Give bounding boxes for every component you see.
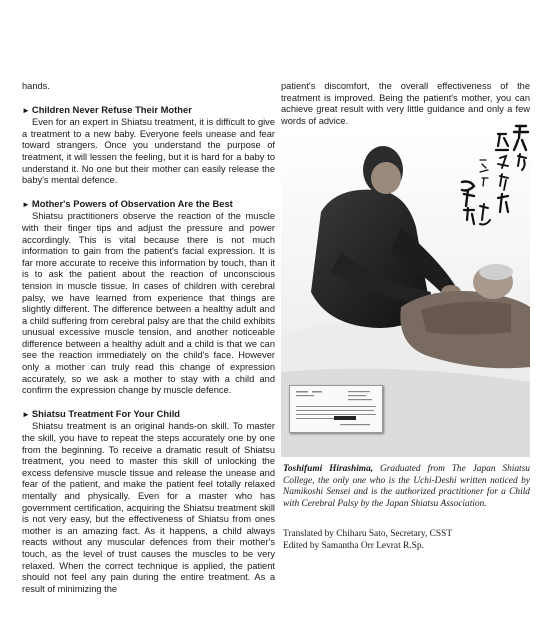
continuation-text: patient's discomfort, the overall effectiveness of the treatment is improved. Being the patient's mother, you can achieve great result with very little guidance and only a few words of advice. [281, 81, 530, 126]
translator-credit: Translated by Chiharu Sato, Secretary, CSST [283, 529, 453, 539]
section-heading-3: ► Shiatsu Treatment For Your Child [22, 407, 181, 419]
section-2-paragraph: Shiatsu practitioners observe the reaction of the muscle with their finger tips and adjust the pressure and power accordingly. This is vital because there is not much information to gain from the patient's facial expression. It is far more accurate to receive this information by touch, than it is to ask the patient about the reaction of unconscious tension in muscle tissue. In cases of children with cerebral palsy, we have learned from experience that things are slightly different. The difference between a healthy adult and a child suffering from cerebral palsy are that the child exhibits unusual excessive muscle tension, and another noticeable difference between a healthy adult and a child is that we can see the reaction immediately on the child's face. However only a mother can truly read this change of expression accurately, so we ask a mother to stay with a child and confirm the expression change by muscle defence. [22, 211, 275, 396]
left-column [22, 81, 275, 595]
certificate-document [289, 385, 383, 433]
triangle-bullet-icon: ► [22, 199, 30, 209]
credits [283, 529, 530, 552]
photo-caption [283, 464, 530, 510]
section-1-paragraph: Even for an expert in Shiatsu treatment, it is difficult to give a treatment to a new baby. Everyone feels unease and fear toward strangers. Once you understand the purpose of treatment, it will lessen the feeling, but it is hard for a baby to understand it. No one but their mother can easily release the baby's mental defence. [22, 117, 275, 186]
triangle-bullet-icon: ► [22, 105, 30, 115]
editor-credit: Edited by Samantha Orr Levrat R.Sp. [283, 540, 424, 551]
calligraphy-image [440, 120, 530, 232]
section-3-paragraph: Shiatsu treatment is an original hands-on skill. To master the skill, you have to repeat the steps accurately one by one from the beginning. To receive a dramatic result of Shiatsu treatment, you need to master this skill of unlocking the excess defensive muscle tissue and release the unease and fear of the patient, and make the patient feel totally relaxed mentally and physically. Even for a master who has government certification, acquiring the Shiatsu treatment skill is not very easy, but the effectiveness of Shiatsu from ones mother is an amazing fact. As it happens, a child always reacts without any muscular defences from their mother's touch, as the level of trust causes the muscles to be very relaxed. When the correct technique is applied, the patient should not feel any pain during the entire treatment. As a result of minimizing the [22, 421, 275, 594]
section-heading-2: ► Mother's Powers of Observation Are the Best [22, 197, 233, 209]
section-heading-1: ► Children Never Refuse Their Mother [22, 103, 192, 115]
caption-text: Graduated from The Japan Shiatsu College, the only one who is the Uchi-Deshi written noticed by Namikoshi Sensei and is the authorized practitioner for a Child with Cerebral Palsy by the Japan Shiatsu Association. [283, 464, 530, 509]
caption-name: Toshifumi Hirashima, [283, 464, 374, 474]
triangle-bullet-icon: ► [22, 409, 30, 419]
intro-text: hands. [22, 81, 50, 91]
